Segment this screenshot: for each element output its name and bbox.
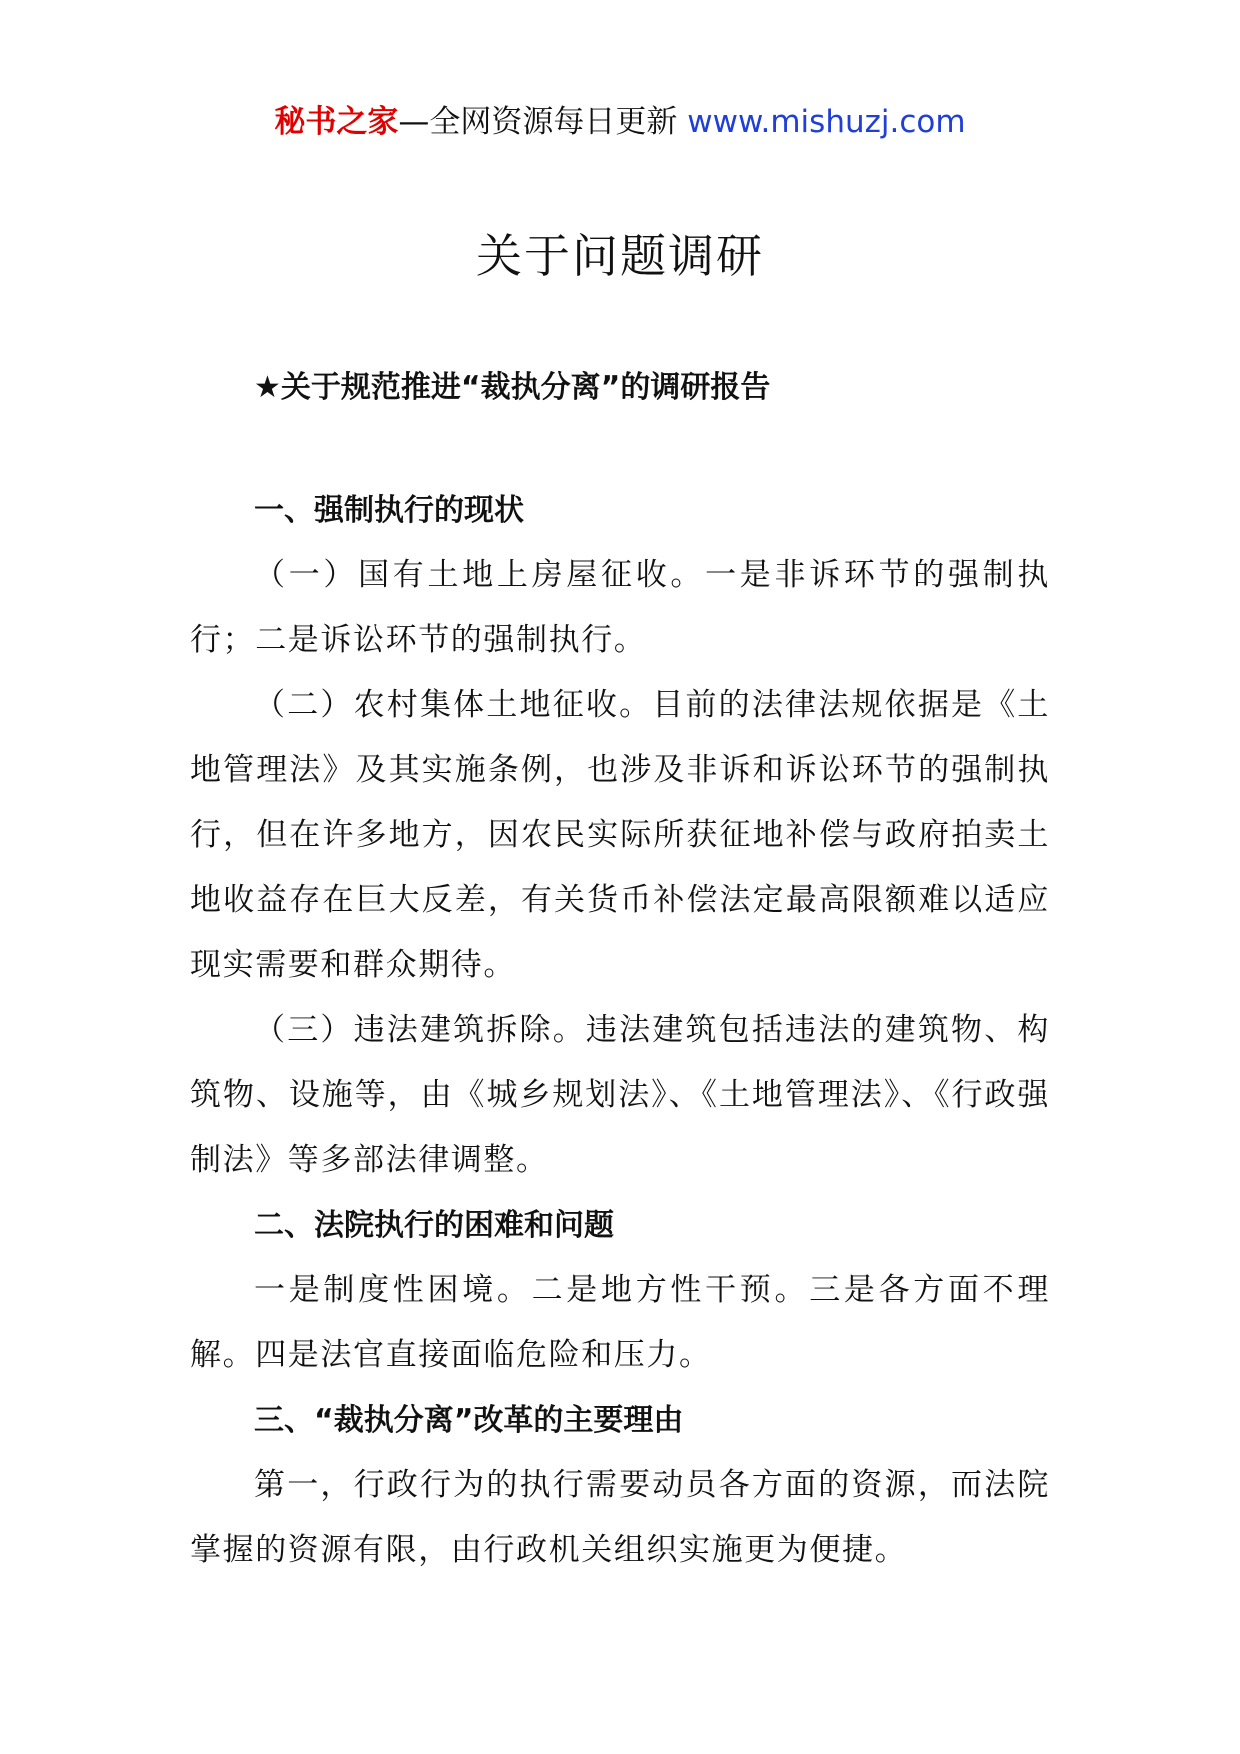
paragraph: （三）违法建筑拆除。违法建筑包括违法的建筑物、构筑物、设施等，由《城乡规划法》、《土地管理法》、《行政强制法》等多部法律调整。	[190, 1012, 1050, 1178]
paragraph: 一是制度性困境。二是地方性干预。三是各方面不理解。四是法官直接面临危险和压力。	[190, 1272, 1050, 1373]
section-heading: 二、法院执行的困难和问题	[254, 1208, 614, 1243]
section-1	[190, 478, 1050, 1193]
section-heading: 三、“裁执分离”改革的主要理由	[254, 1403, 684, 1438]
report-subtitle: ★关于规范推进“裁执分离”的调研报告	[254, 370, 771, 405]
document-title: 关于问题调研	[476, 229, 764, 283]
banner-url-link[interactable]: www.mishuzj.com	[687, 104, 966, 140]
section-heading: 一、强制执行的现状	[254, 493, 524, 528]
section-2	[190, 1193, 1050, 1388]
banner-tagline: —全网资源每日更新	[398, 104, 678, 140]
paragraph: （二）农村集体土地征收。目前的法律法规依据是《土地管理法》及其实施条例，也涉及非诉和诉讼环节的强制执行，但在许多地方，因农民实际所获征地补偿与政府拍卖土地收益存在巨大反差，有关货币补偿法定最高限额难以适应现实需要和群众期待。	[190, 687, 1050, 983]
site-banner	[0, 100, 1240, 144]
paragraph: 第一，行政行为的执行需要动员各方面的资源，而法院掌握的资源有限，由行政机关组织实施更为便捷。	[190, 1467, 1050, 1568]
document-body	[190, 356, 1050, 1583]
paragraph: （一）国有土地上房屋征收。一是非诉环节的强制执行；二是诉讼环节的强制执行。	[190, 557, 1050, 658]
banner-brand: 秘书之家	[274, 104, 399, 140]
section-3	[190, 1388, 1050, 1583]
